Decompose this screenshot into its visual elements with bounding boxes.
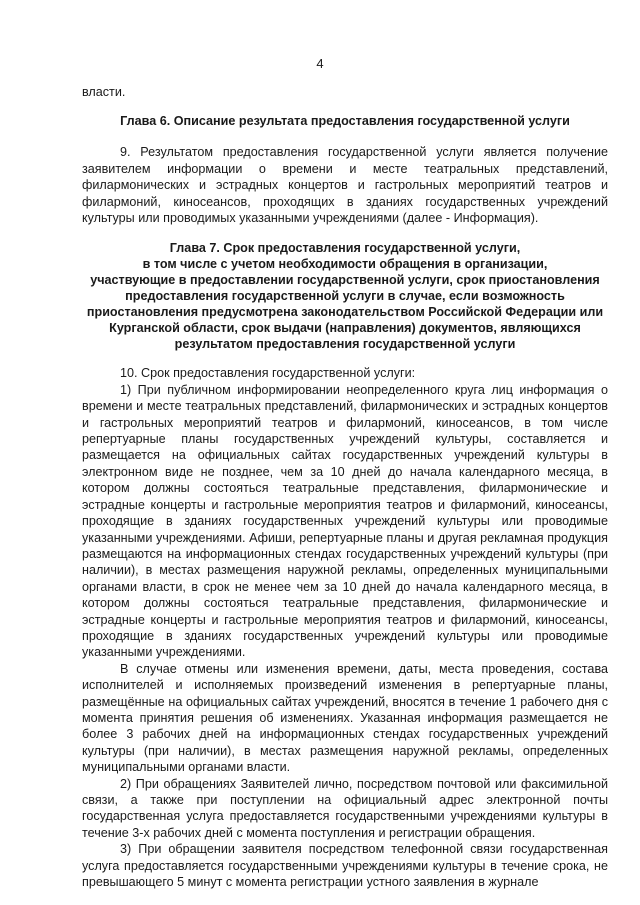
chapter-6-title: Глава 6. Описание результата предоставления государственной услуги	[120, 114, 570, 129]
chapter-7-title-line: результатом предоставления государственной услуги	[174, 337, 516, 352]
chapter-7-title	[82, 240, 608, 352]
chapter-7-title-line: Курганской области, срок выдачи (направления) документов, являющихся	[109, 321, 581, 336]
chapter-7-title-line: приостановления предусмотрена законодательством Российской Федерации или	[86, 305, 604, 320]
paragraph-9: 9. Результатом предоставления государственной услуги является получение заявителем информации о времени и месте театральных представлений, филармонических и эстрадных концертов и гастрольных мероприятий театров и филармоний, киносеансов, проходящих в зданиях государственных учреждений культуры или проводимых указанными учреждениями (далее - Информация).	[82, 145, 608, 226]
chapter-7-title-line: участвующие в предоставлении государственной услуги, срок приостановления	[90, 273, 600, 288]
paragraph-10-heading: 10. Срок предоставления государственной услуги:	[120, 366, 416, 381]
page-number: 4	[316, 56, 324, 71]
chapter-7-title-line: Глава 7. Срок предоставления государственной услуги,	[169, 241, 521, 256]
document-body	[82, 84, 608, 890]
paragraph-10-changes: В случае отмены или изменения времени, даты, места проведения, состава исполнителей и исполняемых произведений изменения в репертуарные планы, размещённые на официальных сайтах учреждений, вносятся в течение 1 рабочего дня с момента принятия решения об изменениях. Указанная информация размещается не более 3 рабочих дней на информационных стендах государственных учреждений культуры (при наличии), в местах размещения наружной рекламы, определенных муниципальными органами власти.	[82, 661, 608, 775]
chapter-7-title-line: предоставления государственной услуги в случае, если возможность	[125, 289, 565, 304]
paragraph-10-item-1: 1) При публичном информировании неопределенного круга лиц информация о времени и месте театральных представлений, филармонических и эстрадных концертов и гастрольных мероприятий театров и филармоний, киносеансов, в том числе репертуарные планы государственных учреждений культуры, составляется и размещается на официальных сайтах государственных учреждений культуры в электронном виде не позднее, чем за 10 дней до начала календарного месяца, в котором должны состояться театральные представления, филармонические и эстрадные концерты и гастрольные мероприятия театров и филармоний, киносеансы, проходящие в зданиях государственных учреждений культуры или проводимые указанными учреждениями. Афиши, репертуарные планы и другая рекламная продукция размещаются на информационных стендах государственных учреждений культуры (при наличии), в местах размещения наружной рекламы, определенных муниципальными органами власти, в срок не менее чем за 10 дней до начала календарного месяца, в котором должны состояться театральные представления, филармонические и эстрадные концерты и гастрольные мероприятия театров и филармоний, киносеансы, проходящие в зданиях государственных учреждений культуры или проводимые указанными учреждениями.	[82, 382, 608, 660]
paragraph-10-item-2: 2) При обращениях Заявителей лично, посредством почтовой или факсимильной связи, а также при поступлении на официальный адрес электронной почты государственная услуга предоставляется государственными учреждениями культуры в течение 3-х рабочих дней с момента поступления и регистрации обращения.	[82, 776, 608, 840]
lead-in-text: власти.	[82, 85, 126, 99]
chapter-7-title-line: в том числе с учетом необходимости обращения в организации,	[142, 257, 548, 272]
paragraph-10-item-3: 3) При обращении заявителя посредством телефонной связи государственная услуга предоставляется государственными учреждениями культуры в течение срока, не превышающего 5 минут с момента регистрации устного заявления в журнале	[82, 842, 608, 890]
